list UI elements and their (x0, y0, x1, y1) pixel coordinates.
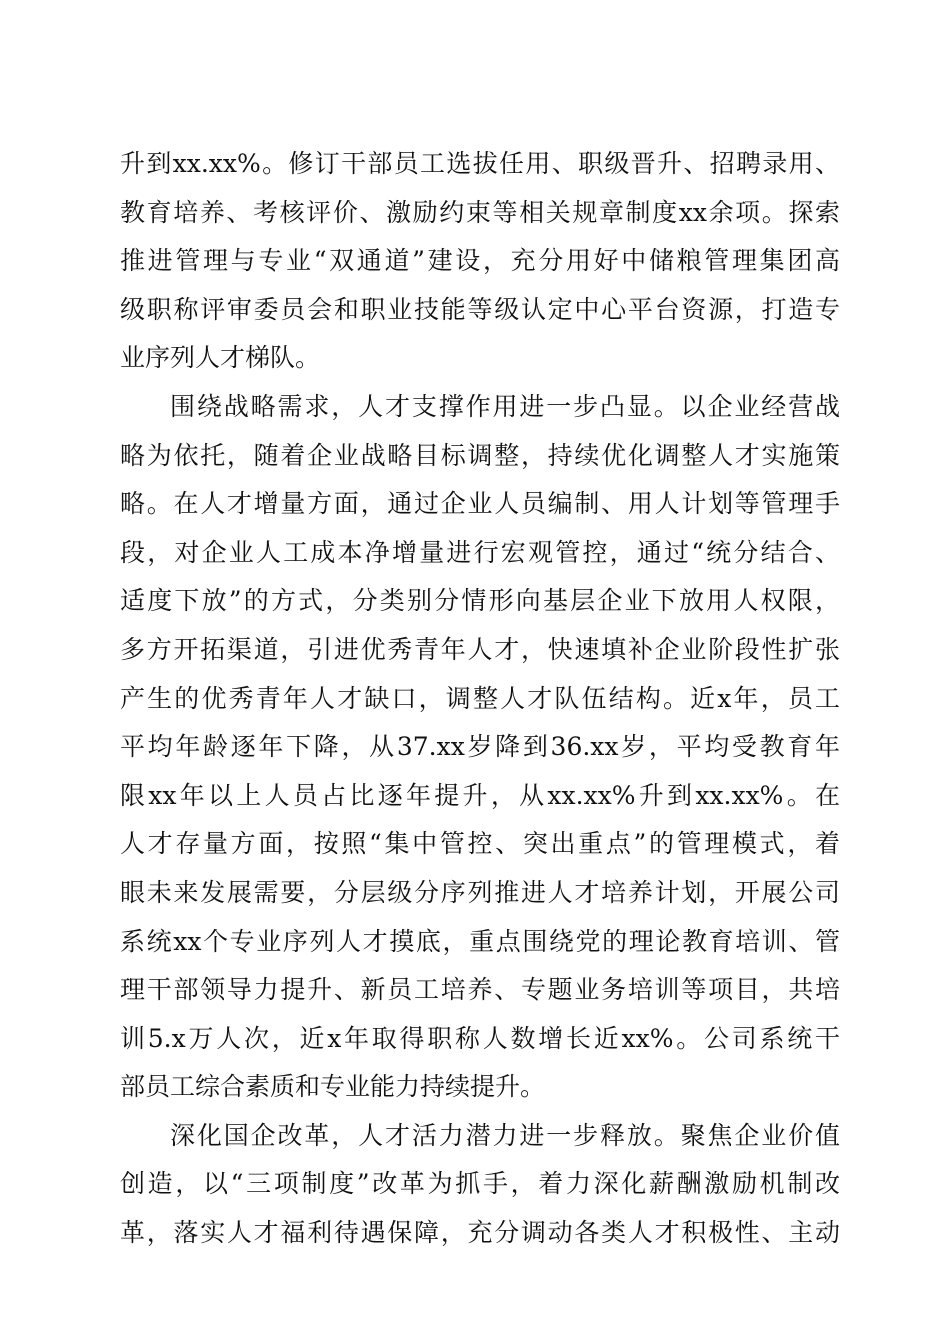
text-line: 人才存量方面，按照“集中管控、突出重点”的管理模式，着 (120, 829, 840, 859)
text-line: 业序列人才梯队。 (120, 343, 321, 373)
paragraph-first-line: 深化国企改革，人才活力潜力进一步释放。聚焦企业价值 (170, 1120, 840, 1150)
text-line: 多方开拓渠道，引进优秀青年人才，快速填补企业阶段性扩张 (120, 634, 840, 664)
text-line: 略为依托，随着企业战略目标调整，持续优化调整人才实施策 (120, 440, 840, 470)
text-line: 部员工综合素质和专业能力持续提升。 (120, 1072, 546, 1102)
text-line: 教育培养、考核评价、激励约束等相关规章制度xx余项。探索 (120, 197, 840, 227)
text-line: 创造，以“三项制度”改革为抓手，着力深化薪酬激励机制改 (120, 1169, 840, 1199)
text-line: 限xx年以上人员占比逐年提升，从xx.xx%升到xx.xx%。在 (120, 780, 840, 810)
text-line: 平均年龄逐年下降，从37.xx岁降到36.xx岁，平均受教育年 (120, 732, 840, 762)
text-line: 段，对企业人工成本净增量进行宏观管控，通过“统分结合、 (120, 537, 840, 567)
text-line: 系统xx个专业序列人才摸底，重点围绕党的理论教育培训、管 (120, 926, 840, 956)
text-line: 革，落实人才福利待遇保障，充分调动各类人才积极性、主动 (120, 1218, 840, 1248)
text-line: 升到xx.xx%。修订干部员工选拔任用、职级晋升、招聘录用、 (120, 149, 840, 178)
text-line: 理干部领导力提升、新员工培养、专题业务培训等项目，共培 (120, 975, 840, 1005)
text-line: 推进管理与专业“双通道”建设，充分用好中储粮管理集团高 (120, 246, 840, 276)
text-line: 级职称评审委员会和职业技能等级认定中心平台资源，打造专 (120, 294, 840, 324)
text-line: 训5.x万人次，近x年取得职称人数增长近xx%。公司系统干 (120, 1023, 840, 1053)
text-line: 适度下放”的方式，分类别分情形向基层企业下放用人权限， (120, 586, 840, 616)
text-line: 略。在人才增量方面，通过企业人员编制、用人计划等管理手 (120, 489, 840, 519)
paragraph-first-line: 围绕战略需求，人才支撑作用进一步凸显。以企业经营战 (170, 391, 840, 421)
body-text (120, 140, 840, 1258)
text-line: 眼未来发展需要，分层级分序列推进人才培养计划，开展公司 (120, 877, 840, 907)
text-line: 产生的优秀青年人才缺口，调整人才队伍结构。近x年，员工 (120, 683, 840, 713)
